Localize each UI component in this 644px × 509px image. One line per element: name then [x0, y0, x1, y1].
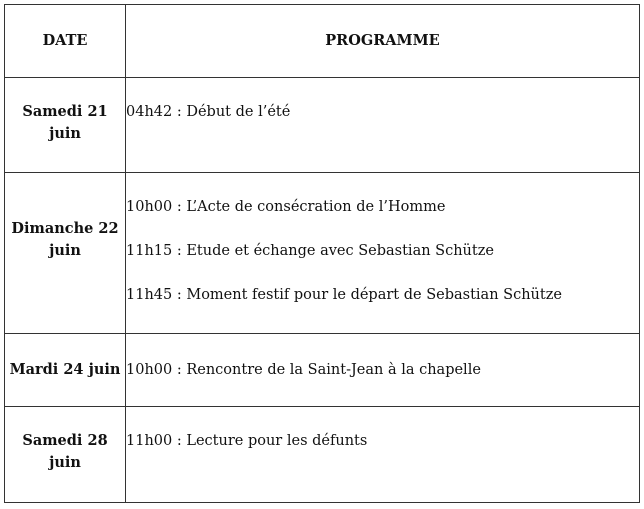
table-row: [5, 334, 640, 407]
programme-cell: [126, 334, 640, 407]
programme-entry: 10h00 : L’Acte de consécration de l’Homme: [126, 199, 446, 215]
programme-cell: [126, 78, 640, 173]
programme-column-header: PROGRAMME: [126, 5, 640, 78]
date-cell: Samedi 21 juin: [5, 78, 126, 173]
programme-entry: 11h45 : Moment festif pour le départ de Sebastian Schütze: [126, 287, 562, 303]
header-row: [5, 5, 640, 78]
programme-entry: 11h15 : Etude et échange avec Sebastian Schütze: [126, 243, 494, 259]
date-column-header: DATE: [5, 5, 126, 78]
date-cell: Samedi 28 juin: [5, 407, 126, 503]
table-row: [5, 173, 640, 334]
programme-entry: 10h00 : Rencontre de la Saint-Jean à la chapelle: [126, 362, 481, 378]
table-row: [5, 407, 640, 503]
date-cell: Mardi 24 juin: [5, 334, 126, 407]
programme-cell: [126, 173, 640, 334]
programme-cell: [126, 407, 640, 503]
table-row: [5, 78, 640, 173]
programme-entry: 04h42 : Début de l’été: [126, 104, 291, 120]
schedule-table: [4, 4, 640, 503]
programme-entry: 11h00 : Lecture pour les défunts: [126, 433, 368, 449]
date-cell: Dimanche 22 juin: [5, 173, 126, 334]
